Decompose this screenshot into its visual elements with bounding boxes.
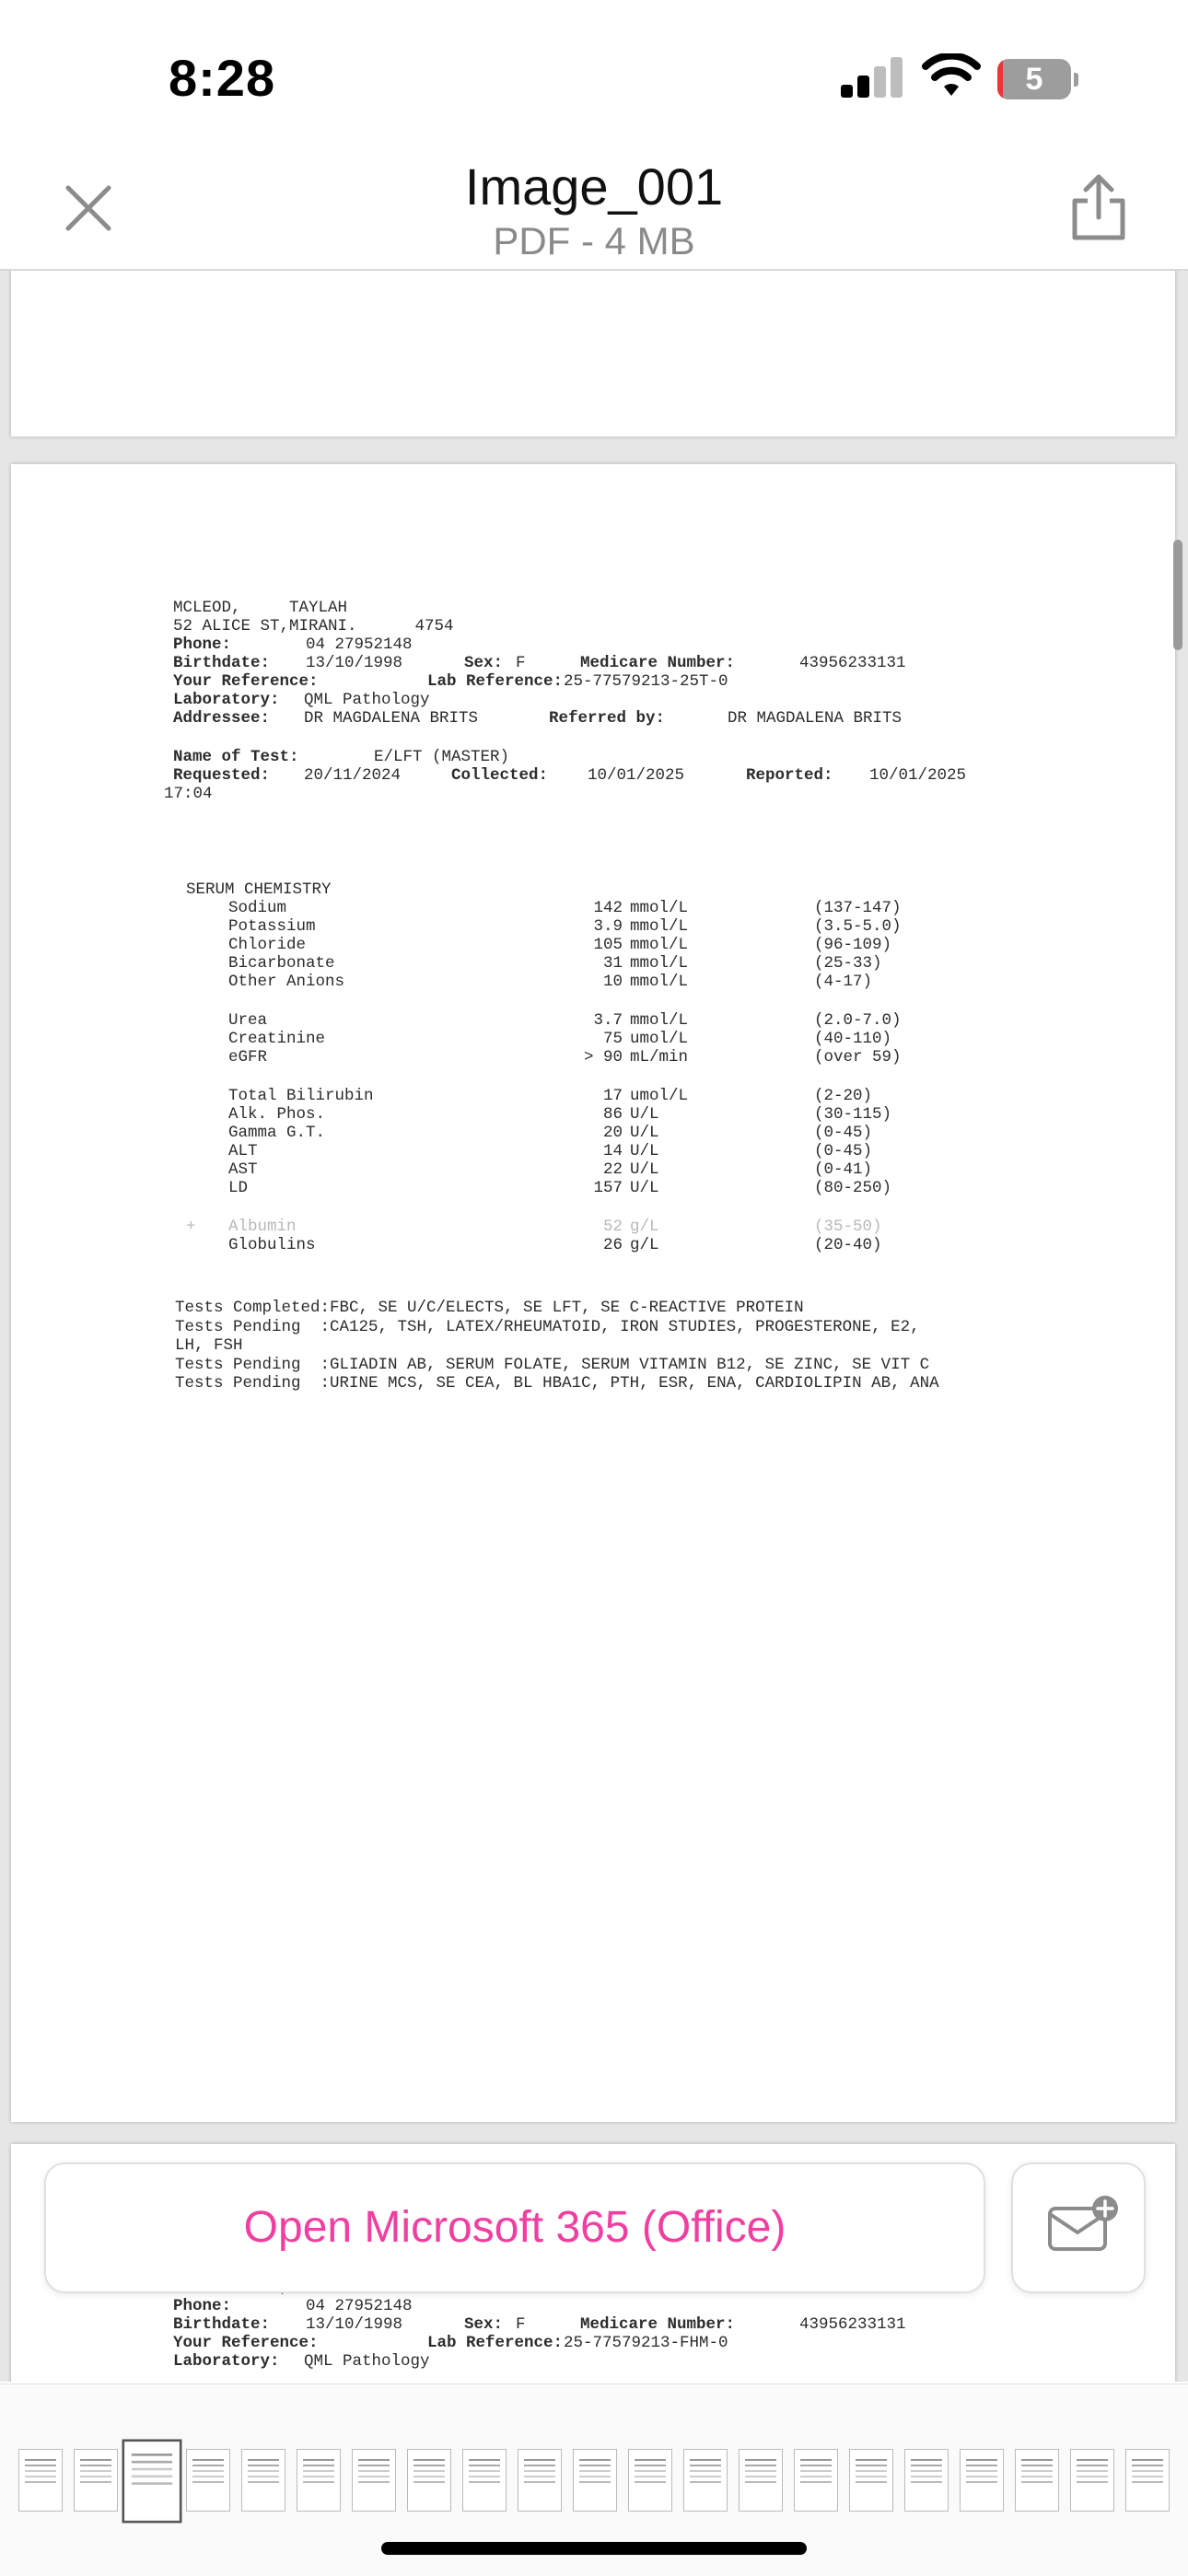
patient-address: 52 ALICE ST,MIRANI. 4754 <box>173 617 454 635</box>
page-thumbnail[interactable] <box>1015 2449 1059 2512</box>
sex-label: Sex: <box>464 654 504 672</box>
page-thumbnail[interactable] <box>518 2449 562 2512</box>
file-subtitle: PDF - 4 MB <box>493 219 695 262</box>
result-unit: U/L <box>630 1179 659 1197</box>
next-page-medicare-label: Medicare Number: <box>580 2315 736 2334</box>
result-unit: umol/L <box>630 1030 689 1048</box>
tests-status-line: Tests Pending :GLIADIN AB, SERUM FOLATE, SERUM VITAMIN B12, SE ZINC, SE VIT C <box>175 1355 930 1374</box>
page-thumbnail[interactable] <box>960 2449 1004 2512</box>
birthdate-label: Birthdate: <box>173 654 271 672</box>
result-range: (40-110) <box>814 1030 892 1048</box>
page-thumbnail[interactable] <box>683 2449 728 2512</box>
test-name-label: Name of Test: <box>173 748 299 766</box>
next-page-your-ref-label: Your Reference: <box>173 2334 319 2352</box>
result-range: (2-20) <box>814 1087 873 1105</box>
next-page-medicare: 43956233131 <box>799 2315 906 2334</box>
wifi-icon <box>922 53 981 98</box>
tests-status-line: Tests Pending :URINE MCS, SE CEA, BL HBA1C, PTH, ESR, ENA, CARDIOLIPIN AB, ANA <box>175 1374 939 1393</box>
result-unit: mL/min <box>630 1048 689 1067</box>
page-thumbnail[interactable] <box>1125 2449 1170 2512</box>
result-value: 31 <box>602 954 623 973</box>
next-page-lab-ref-label: Lab Reference: <box>427 2334 564 2352</box>
reported-label: Reported: <box>746 766 833 785</box>
result-unit: umol/L <box>630 1087 689 1105</box>
page-thumbnail[interactable] <box>352 2449 396 2512</box>
page-thumbnail[interactable] <box>74 2449 118 2512</box>
result-name: Sodium <box>228 899 287 917</box>
home-indicator[interactable] <box>381 2542 807 2555</box>
phone-value: 04 27952148 <box>306 635 413 654</box>
result-name: Total Bilirubin <box>228 1087 374 1105</box>
result-range: (20-40) <box>814 1236 882 1254</box>
result-name: Chloride <box>228 936 307 954</box>
birthdate-value: 13/10/1998 <box>306 654 403 672</box>
page-thumbnail[interactable] <box>573 2449 617 2512</box>
section-title: SERUM CHEMISTRY <box>186 880 332 899</box>
page-thumbnail[interactable] <box>1070 2449 1114 2512</box>
result-range: (2.0-7.0) <box>814 1011 902 1030</box>
report-page <box>11 464 1175 2122</box>
lab-reference-label: Lab Reference: <box>427 672 564 691</box>
result-name: Creatinine <box>228 1030 326 1048</box>
next-page-laboratory-label: Laboratory: <box>173 2352 280 2371</box>
page-thumbnail[interactable] <box>849 2449 893 2512</box>
result-unit: U/L <box>630 1105 659 1124</box>
result-value: 142 <box>593 899 623 917</box>
requested-value: 20/11/2024 <box>304 766 402 785</box>
result-range: (96-109) <box>814 936 892 954</box>
result-value: 10 <box>602 973 623 991</box>
result-value: 14 <box>602 1142 623 1160</box>
collected-value: 10/01/2025 <box>588 766 685 785</box>
next-page-birthdate: 13/10/1998 <box>306 2315 403 2334</box>
page-thumbnail[interactable] <box>462 2449 507 2512</box>
page-thumbnail[interactable] <box>241 2449 285 2512</box>
result-name: Potassium <box>228 917 316 936</box>
status-time: 8:28 <box>169 49 276 107</box>
result-range: (80-250) <box>814 1179 892 1197</box>
result-value: 3.9 <box>593 917 623 936</box>
next-page-phone-label: Phone: <box>173 2297 232 2315</box>
result-range: (137-147) <box>814 899 902 917</box>
scrollbar-thumb[interactable] <box>1173 540 1182 650</box>
result-name: Other Anions <box>228 973 345 991</box>
page-thumbnail[interactable] <box>18 2449 63 2512</box>
result-range: (25-33) <box>814 954 882 973</box>
test-name-value: E/LFT (MASTER) <box>374 748 510 766</box>
result-range: (0-41) <box>814 1160 873 1179</box>
page-thumbnail[interactable] <box>186 2449 230 2512</box>
result-value: 105 <box>593 936 623 954</box>
result-range: (0-45) <box>814 1124 873 1142</box>
result-unit: mmol/L <box>630 899 689 917</box>
result-range: (3.5-5.0) <box>814 917 902 936</box>
result-value: 86 <box>602 1105 623 1124</box>
laboratory-label: Laboratory: <box>173 691 280 709</box>
result-value: > 90 <box>583 1048 623 1067</box>
status-bar <box>0 0 1188 138</box>
mail-add-button[interactable] <box>1011 2162 1146 2293</box>
result-name: AST <box>228 1160 258 1179</box>
result-value: 20 <box>602 1124 623 1142</box>
next-page-birthdate-label: Birthdate: <box>173 2315 271 2334</box>
file-title: Image_001 <box>464 157 724 216</box>
result-unit: mmol/L <box>630 973 689 991</box>
result-unit: U/L <box>630 1142 659 1160</box>
result-unit: mmol/L <box>630 936 689 954</box>
result-range: (4-17) <box>814 973 873 991</box>
result-flag: + <box>186 1218 196 1236</box>
page-thumbnail[interactable] <box>297 2449 341 2512</box>
next-page-phone: 04 27952148 <box>306 2297 413 2315</box>
tests-status-line: LH, FSH <box>175 1336 243 1355</box>
page-thumbnail[interactable] <box>407 2449 451 2512</box>
previous-page <box>11 271 1175 437</box>
result-unit: g/L <box>630 1218 659 1236</box>
viewer-header <box>0 138 1188 271</box>
result-unit: U/L <box>630 1124 659 1142</box>
next-page-lab-ref: 25-77579213-FHM-0 <box>564 2334 728 2352</box>
result-range: (35-50) <box>814 1218 882 1236</box>
page-thumbnail[interactable] <box>904 2449 949 2512</box>
collected-label: Collected: <box>451 766 549 785</box>
reported-value: 10/01/2025 <box>869 766 967 785</box>
result-value: 17 <box>602 1087 623 1105</box>
result-name: ALT <box>228 1142 258 1160</box>
page-thumbnail[interactable] <box>628 2449 672 2512</box>
open-in-app-label: Open Microsoft 365 (Office) <box>243 2203 786 2252</box>
result-name: Albumin <box>228 1218 297 1236</box>
next-page-sex-label: Sex: <box>464 2315 504 2334</box>
result-unit: U/L <box>630 1160 659 1179</box>
document-viewer[interactable] <box>0 271 1188 2382</box>
medicare-label: Medicare Number: <box>580 654 736 672</box>
result-value: 3.7 <box>593 1011 623 1030</box>
thumbnail-list <box>18 2449 1170 2513</box>
sex-value: F <box>516 654 526 672</box>
result-name: Alk. Phos. <box>228 1105 326 1124</box>
addressee-label: Addressee: <box>173 709 271 728</box>
medicare-value: 43956233131 <box>799 654 906 672</box>
result-name: Gamma G.T. <box>228 1124 326 1142</box>
result-unit: mmol/L <box>630 1011 689 1030</box>
result-range: (over 59) <box>814 1048 902 1067</box>
cellular-signal-icon <box>841 55 905 98</box>
next-page-laboratory: QML Pathology <box>304 2352 430 2371</box>
result-name: Globulins <box>228 1236 316 1254</box>
result-range: (0-45) <box>814 1142 873 1160</box>
result-name: Bicarbonate <box>228 954 335 973</box>
result-name: eGFR <box>228 1048 268 1067</box>
mail-add-icon <box>1013 2164 1144 2291</box>
result-value: 26 <box>602 1236 623 1254</box>
result-unit: mmol/L <box>630 917 689 936</box>
page-thumbnail[interactable] <box>122 2440 182 2524</box>
share-icon[interactable] <box>1064 171 1134 243</box>
result-unit: mmol/L <box>630 954 689 973</box>
result-name: Urea <box>228 1011 268 1030</box>
open-in-app-button[interactable] <box>44 2162 985 2293</box>
page-thumbnail[interactable] <box>739 2449 783 2512</box>
battery-level: 5 <box>1025 62 1043 97</box>
result-value: 157 <box>593 1179 623 1197</box>
result-value: 52 <box>602 1218 623 1236</box>
tests-status-line: Tests Pending :CA125, TSH, LATEX/RHEUMATOID, IRON STUDIES, PROGESTERONE, E2, <box>175 1317 920 1336</box>
result-name: LD <box>228 1179 249 1197</box>
next-page-sex: F <box>516 2315 526 2334</box>
addressee-value: DR MAGDALENA BRITS <box>304 709 479 728</box>
your-reference-label: Your Reference: <box>173 672 319 691</box>
tests-status-line: Tests Completed:FBC, SE U/C/ELECTS, SE LFT, SE C-REACTIVE PROTEIN <box>175 1299 804 1317</box>
referred-by-label: Referred by: <box>549 709 666 728</box>
patient-name: MCLEOD, TAYLAH <box>173 599 348 617</box>
requested-label: Requested: <box>173 766 271 785</box>
result-value: 75 <box>602 1030 623 1048</box>
lab-reference-value: 25-77579213-25T-0 <box>564 672 728 691</box>
result-value: 22 <box>602 1160 623 1179</box>
referred-by-value: DR MAGDALENA BRITS <box>728 709 903 728</box>
page-thumbnail[interactable] <box>794 2449 838 2512</box>
result-range: (30-115) <box>814 1105 892 1124</box>
phone-label: Phone: <box>173 635 232 654</box>
battery-icon <box>997 59 1080 101</box>
result-unit: g/L <box>630 1236 659 1254</box>
report-time: 17:04 <box>164 785 213 803</box>
laboratory-value: QML Pathology <box>304 691 430 709</box>
